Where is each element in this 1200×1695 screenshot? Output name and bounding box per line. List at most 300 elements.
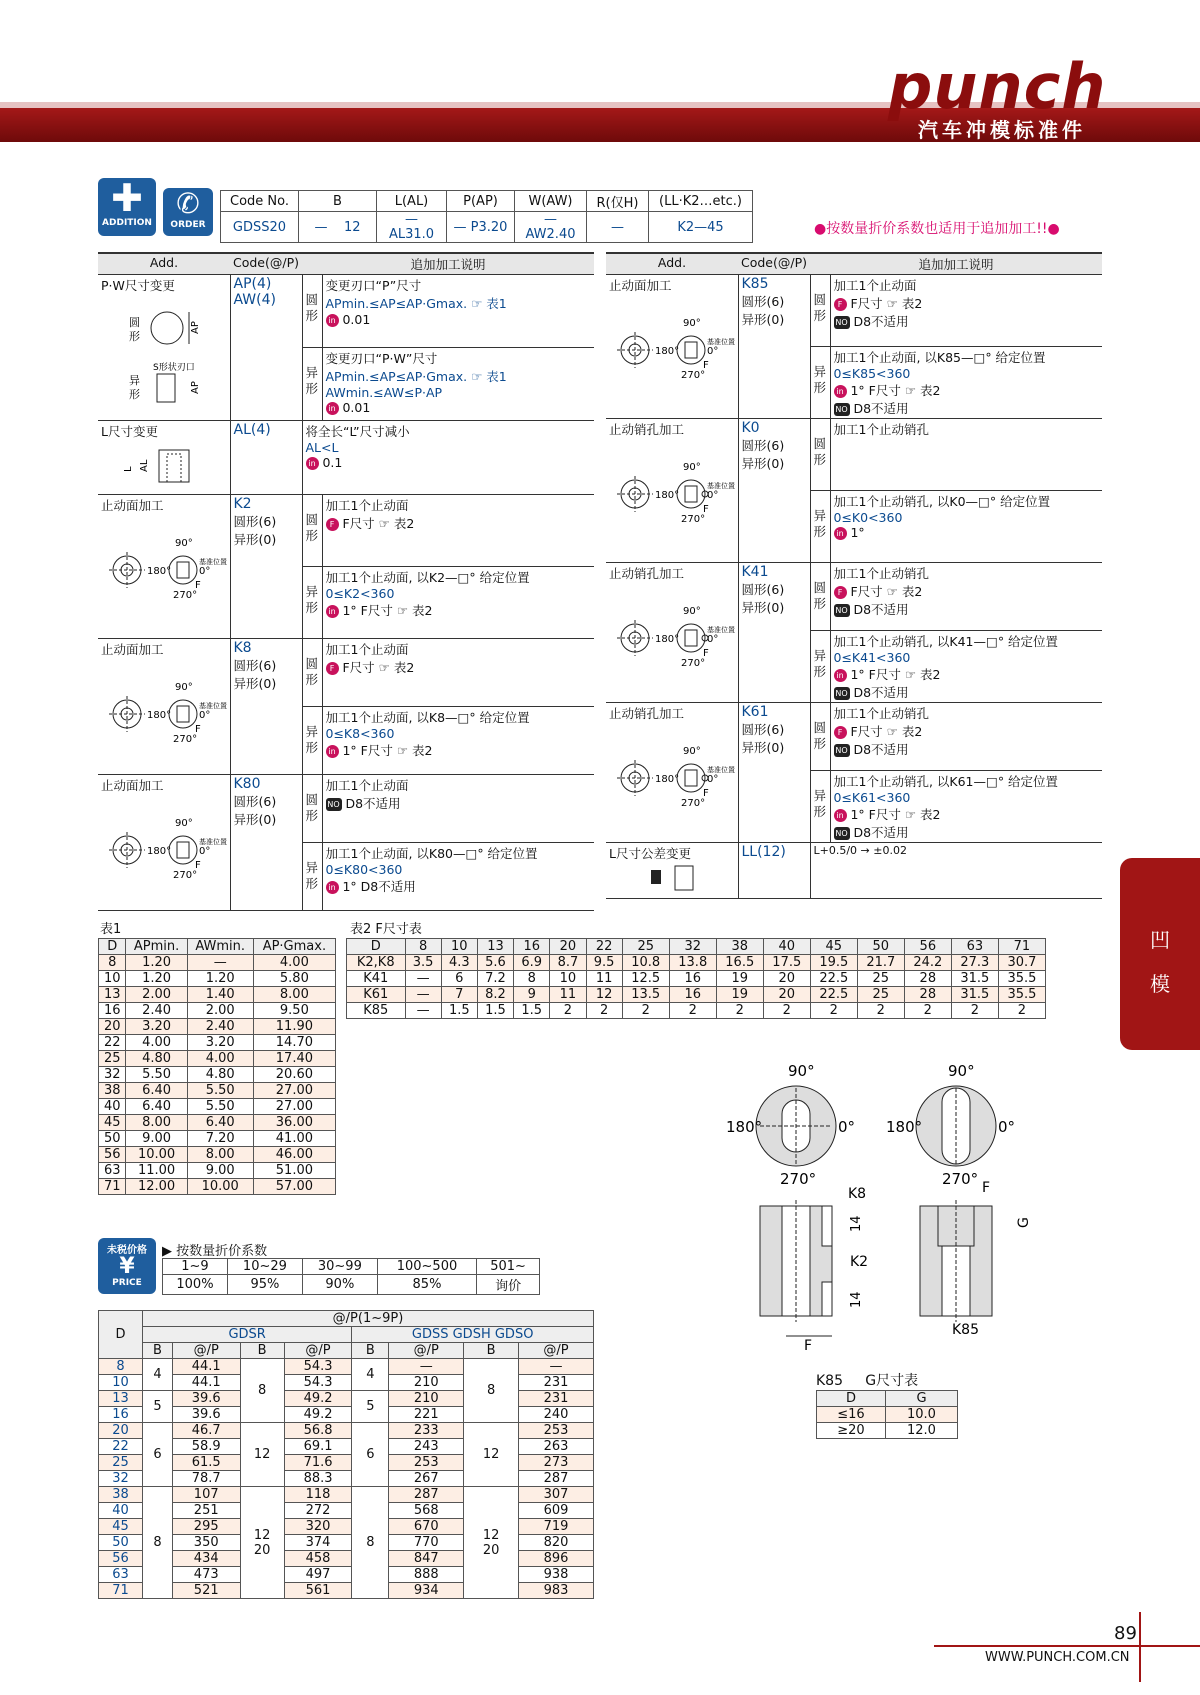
right-spec-table <box>606 252 1102 899</box>
table-row <box>99 1407 594 1423</box>
code-sub: 圆形(6) <box>741 438 785 453</box>
table1-cell: 27.00 <box>253 1099 335 1115</box>
table1-cell: 36.00 <box>253 1115 335 1131</box>
price-cell: 44.1 <box>172 1375 240 1391</box>
desc-line: 加工1个止动销孔, 以K41—□° 给定位置 <box>833 634 1059 649</box>
table-row <box>99 1099 336 1115</box>
qty-cell: 1~9 <box>163 1259 228 1275</box>
price-cell: 49.2 <box>284 1407 352 1423</box>
table2-cell: 21.7 <box>857 955 904 971</box>
shape-round: 圆 形 <box>302 275 322 348</box>
svg-text:14: 14 <box>849 1291 864 1308</box>
table2-cell: 25 <box>857 971 904 987</box>
table-row <box>99 1003 336 1019</box>
order-header: W(AW) <box>515 191 587 212</box>
svg-text:90°: 90° <box>683 318 701 329</box>
price-b-cell: 12 <box>240 1423 284 1487</box>
table2-cell: 2 <box>857 1003 904 1019</box>
in-icon: in <box>834 809 847 822</box>
svg-text:K85: K85 <box>952 1322 979 1338</box>
price-sub-header: B <box>352 1343 389 1359</box>
order-value-p: P3.20 <box>470 219 508 235</box>
table2-cell: 35.5 <box>998 987 1045 1003</box>
shape-round: 圆 形 <box>810 275 830 347</box>
svg-text:形: 形 <box>129 388 140 401</box>
svg-text:AL: AL <box>139 459 150 472</box>
price-cell: 231 <box>518 1375 593 1391</box>
svg-text:异: 异 <box>129 374 140 387</box>
table1-cell: 63 <box>99 1163 126 1179</box>
table1-cell: 1.20 <box>126 955 187 971</box>
price-cell: 231 <box>518 1391 593 1407</box>
table2-cell: 20 <box>763 987 810 1003</box>
table2-cell: 6.9 <box>514 955 550 971</box>
stop-diagram <box>609 438 737 526</box>
table1-cell: 13 <box>99 987 126 1003</box>
svg-text:0°: 0° <box>199 846 211 857</box>
table2-cell: 2 <box>669 1003 716 1019</box>
desc-line: 0≤K41<360 <box>833 650 911 665</box>
price-cell: 54.3 <box>284 1359 352 1375</box>
price-cell: 221 <box>389 1407 464 1423</box>
price-cell: 287 <box>389 1487 464 1503</box>
svg-text:180°: 180° <box>655 774 680 785</box>
table2-cell: 35.5 <box>998 971 1045 987</box>
table2-cell: 2 <box>586 1003 622 1019</box>
svg-text:F: F <box>703 360 709 371</box>
desc-line: NO D8不适用 <box>835 825 909 840</box>
k8-k2-section <box>760 1186 868 1354</box>
svg-text:90°: 90° <box>948 1062 975 1080</box>
desc-line: in 1° F尺寸 ☞ 表2 <box>834 805 1100 823</box>
order-value-k2: K2—45 <box>677 219 724 235</box>
table1-cell: 8.00 <box>126 1115 187 1131</box>
price-top-header: @/P(1~9P) <box>143 1311 594 1327</box>
table2-cell: 7.2 <box>477 971 513 987</box>
table1-header: D <box>99 939 126 955</box>
table2-cell: 16 <box>669 987 716 1003</box>
price-cell: 78.7 <box>172 1471 240 1487</box>
price-d-cell: 10 <box>99 1375 143 1391</box>
desc-line: F F尺寸 ☞ 表2 <box>326 514 592 532</box>
desc-line: 0≤K80<360 <box>325 862 403 877</box>
desc-line: NO D8不适用 <box>835 742 909 757</box>
rate-cell: 85% <box>377 1275 476 1295</box>
in-icon: in <box>834 527 847 540</box>
price-sub-header: B <box>240 1343 284 1359</box>
not-applicable-icon: NO <box>835 318 848 327</box>
not-applicable-icon: NO <box>835 606 848 615</box>
discount-title: ▶ 按数量折价系数 <box>162 1244 268 1259</box>
svg-text:F: F <box>804 1338 813 1354</box>
code-sub: 异形(0) <box>233 812 277 827</box>
in-icon: in <box>326 402 339 415</box>
svg-text:180°: 180° <box>147 710 172 721</box>
table1-title: 表1 <box>100 922 122 937</box>
price-cell: 107 <box>172 1487 240 1503</box>
shape-round: 圆 形 <box>302 495 322 567</box>
price-b-cell: 12 20 <box>464 1487 519 1599</box>
desc-line: 加工1个止动面, 以K8—□° 给定位置 <box>325 710 530 725</box>
table1-cell: 2.00 <box>126 987 187 1003</box>
table1-cell: 2.40 <box>126 1003 187 1019</box>
desc-round <box>322 495 594 567</box>
table2-cell: 22.5 <box>810 971 857 987</box>
code-sub: 圆形(6) <box>741 294 785 309</box>
svg-text:90°: 90° <box>683 746 701 757</box>
table2-header: 32 <box>669 939 716 955</box>
desc-line: in 1° F尺寸 ☞ 表2 <box>326 601 592 619</box>
svg-text:180°: 180° <box>655 346 680 357</box>
table1-cell: 45 <box>99 1115 126 1131</box>
ll-diagram <box>609 862 737 892</box>
row-code <box>738 843 810 899</box>
desc-line: 加工1个止动销孔 <box>833 422 929 437</box>
desc-line: APmin.≤AP≤AP·Gmax. ☞ 表1 <box>325 369 507 384</box>
table1-cell: 10.00 <box>126 1147 187 1163</box>
table2-cell: 9.5 <box>586 955 622 971</box>
row-title: L尺寸公差变更 <box>609 846 691 861</box>
svg-text:180°: 180° <box>147 846 172 857</box>
row-code: K85 圆形(6) 异形(0) <box>738 275 810 419</box>
table1-cell: 22 <box>99 1035 126 1051</box>
order-header: P(AP) <box>447 191 515 212</box>
table1-cell: 2.40 <box>187 1019 253 1035</box>
desc-line: 0.01 <box>342 400 371 415</box>
table2-header: 8 <box>405 939 441 955</box>
table-row <box>99 1439 594 1455</box>
table2-cell: 13.8 <box>669 955 716 971</box>
table-row <box>99 1067 336 1083</box>
table2-cell: 22.5 <box>810 987 857 1003</box>
table1-cell: 50 <box>99 1131 126 1147</box>
svg-text:180°: 180° <box>655 634 680 645</box>
desc-line: 加工1个止动面, 以K80—□° 给定位置 <box>325 846 538 861</box>
code-aw: AW(4) <box>233 292 276 308</box>
table1-cell: 4.80 <box>126 1051 187 1067</box>
shape-special: 异 形 <box>302 843 322 911</box>
qty-cell: 100~500 <box>377 1259 476 1275</box>
desc-line: 0.1 <box>322 455 343 470</box>
qty-cell: 30~99 <box>302 1259 377 1275</box>
table1-cell: 14.70 <box>253 1035 335 1051</box>
price-d-cell: 40 <box>99 1503 143 1519</box>
table1-cell: 10.00 <box>187 1179 253 1195</box>
order-value <box>447 212 515 243</box>
price-cell: 888 <box>389 1567 464 1583</box>
price-cell: 233 <box>389 1423 464 1439</box>
desc-special <box>322 348 594 421</box>
order-header: L(AL) <box>377 191 447 212</box>
table2-cell: 1.5 <box>441 1003 477 1019</box>
desc-line: 0≤K85<360 <box>833 366 911 381</box>
table1-cell: 16 <box>99 1003 126 1019</box>
table-row <box>99 1455 594 1471</box>
table1-cell: 6.40 <box>187 1115 253 1131</box>
table2-cell: 8.7 <box>550 955 586 971</box>
svg-text:G: G <box>1016 1217 1032 1228</box>
shape-round: 圆 形 <box>302 775 322 843</box>
svg-text:270°: 270° <box>173 734 198 745</box>
table1-cell: 5.50 <box>187 1083 253 1099</box>
table2-cell: 3.5 <box>405 955 441 971</box>
table2-header: 13 <box>477 939 513 955</box>
al-diagram <box>101 440 229 490</box>
footer-vline <box>1139 1612 1141 1682</box>
table1-cell: 1.20 <box>126 971 187 987</box>
table2-cell: 10.8 <box>622 955 669 971</box>
table-row <box>99 1147 336 1163</box>
price-cell: 56.8 <box>284 1423 352 1439</box>
price-cell: 938 <box>518 1567 593 1583</box>
price-cell: 253 <box>389 1455 464 1471</box>
table-row <box>99 1179 336 1195</box>
table1-cell: 56 <box>99 1147 126 1163</box>
shape-special: 异 形 <box>302 707 322 775</box>
table-row <box>817 1423 958 1439</box>
svg-text:F: F <box>982 1180 991 1196</box>
order-header: Code No. <box>221 191 299 212</box>
svg-text:圆: 圆 <box>129 316 140 329</box>
table1-cell: 10 <box>99 971 126 987</box>
discount-table <box>162 1258 540 1295</box>
gtable-cell: 10.0 <box>885 1407 957 1423</box>
footer-url: WWW.PUNCH.COM.CN <box>985 1650 1130 1665</box>
desc-line: in 1° F尺寸 ☞ 表2 <box>326 741 592 759</box>
table2-cell: 9 <box>514 987 550 1003</box>
rate-cell: 询价 <box>477 1275 540 1295</box>
table2-header: 10 <box>441 939 477 955</box>
price-sub-header: @/P <box>389 1343 464 1359</box>
price-cell: 251 <box>172 1503 240 1519</box>
svg-text:90°: 90° <box>788 1062 815 1080</box>
not-applicable-icon: NO <box>835 689 848 698</box>
plus-icon: ✚ <box>111 176 143 220</box>
table-row <box>99 1519 594 1535</box>
qty-cell: 10~29 <box>227 1259 302 1275</box>
brand-slogan: 汽车冲模标准件 <box>918 118 1086 142</box>
table2-cell: 28 <box>904 971 951 987</box>
table2-cell: 1.5 <box>514 1003 550 1019</box>
svg-text:270°: 270° <box>173 590 198 601</box>
gtable-cell: ≤16 <box>817 1407 886 1423</box>
table2-cell: K41 <box>347 971 406 987</box>
price-cell: 934 <box>389 1583 464 1599</box>
table1-cell: 4.80 <box>187 1067 253 1083</box>
right-view <box>886 1062 1015 1188</box>
price-b-cell: 8 <box>143 1487 173 1599</box>
table1-cell: 11.00 <box>126 1163 187 1179</box>
price-d-cell: 45 <box>99 1519 143 1535</box>
price-cell: 210 <box>389 1391 464 1407</box>
shape-round: 圆 形 <box>810 563 830 631</box>
table2-cell: 31.5 <box>951 971 998 987</box>
price-cell: 46.7 <box>172 1423 240 1439</box>
brand-logo: punch <box>888 50 1107 123</box>
table2-cell: K2,K8 <box>347 955 406 971</box>
row-title: P·W尺寸变更 <box>101 278 175 293</box>
desc-line: in 1° D8不适用 <box>326 877 592 895</box>
stop-face-diagram <box>720 1060 1040 1360</box>
order-value <box>299 212 377 243</box>
table1-cell: 17.40 <box>253 1051 335 1067</box>
desc-special <box>830 771 1102 843</box>
desc-line: AWmin.≤AW≤P·AP <box>325 385 443 400</box>
stop-diagram <box>101 658 229 746</box>
code-sub: 异形(0) <box>233 532 277 547</box>
row-name <box>606 703 738 843</box>
table2-cell: 2 <box>622 1003 669 1019</box>
shape-special: 异 形 <box>810 347 830 419</box>
table2 <box>346 938 1046 1019</box>
table1-header: AP·Gmax. <box>253 939 335 955</box>
stop-diagram <box>609 294 737 382</box>
yen-icon: ¥ <box>119 1254 135 1279</box>
table-row <box>99 1019 336 1035</box>
code-sub: 圆形(6) <box>233 658 277 673</box>
table1-cell: 11.90 <box>253 1019 335 1035</box>
svg-text:90°: 90° <box>683 606 701 617</box>
row-name <box>98 495 230 639</box>
table1-cell: 4.00 <box>126 1035 187 1051</box>
price-cell: 609 <box>518 1503 593 1519</box>
desc-line: in 1° F尺寸 ☞ 表2 <box>834 381 1100 399</box>
gtable-title2: G尺寸表 <box>865 1373 919 1389</box>
desc-line: AL<L <box>305 440 339 455</box>
desc-line: NO D8不适用 <box>835 401 909 416</box>
price-cell: 58.9 <box>172 1439 240 1455</box>
price-sub-header: @/P <box>518 1343 593 1359</box>
row-title: 止动销孔加工 <box>609 706 685 721</box>
table2-header: 20 <box>550 939 586 955</box>
table1-cell: 9.00 <box>126 1131 187 1147</box>
table-row <box>99 1487 594 1503</box>
table1-cell: 5.50 <box>187 1099 253 1115</box>
desc-round <box>830 703 1102 771</box>
price-cell: 770 <box>389 1535 464 1551</box>
table-row <box>99 1503 594 1519</box>
row-code: K61 圆形(6) 异形(0) <box>738 703 810 843</box>
svg-text:L: L <box>123 466 134 472</box>
price-cell: 521 <box>172 1583 240 1599</box>
addition-label: ADDITION <box>102 218 152 228</box>
order-value <box>515 212 587 243</box>
table2-header: 40 <box>763 939 810 955</box>
price-cell: 473 <box>172 1567 240 1583</box>
row-title: 止动销孔加工 <box>609 566 685 581</box>
desc-round <box>322 275 594 348</box>
table2-cell: 12 <box>586 987 622 1003</box>
table2-cell: 2 <box>763 1003 810 1019</box>
col-code: Code(@/P) <box>738 253 810 275</box>
order-header: (LL·K2…etc.) <box>649 191 753 212</box>
table-row <box>99 1583 594 1599</box>
order-example-table <box>220 190 753 243</box>
gtable-header: D <box>817 1391 886 1407</box>
svg-text:0°: 0° <box>707 490 719 501</box>
price-d-cell: 20 <box>99 1423 143 1439</box>
table2-cell: 4.3 <box>441 955 477 971</box>
order-value <box>377 212 447 243</box>
svg-text:AP: AP <box>190 321 201 334</box>
row-name <box>606 419 738 563</box>
svg-text:K8: K8 <box>848 1186 867 1202</box>
desc-line: 0.01 <box>342 312 371 327</box>
table1-cell: 51.00 <box>253 1163 335 1179</box>
row-code: K80 圆形(6) 异形(0) <box>230 775 302 911</box>
price-cell: 983 <box>518 1583 593 1599</box>
table1-cell: 71 <box>99 1179 126 1195</box>
desc-round <box>830 275 1102 347</box>
table2-cell: 8.2 <box>477 987 513 1003</box>
rate-cell: 100% <box>163 1275 228 1295</box>
qty-cell: 501~ <box>477 1259 540 1275</box>
desc-special <box>322 567 594 639</box>
desc-line: 加工1个止动销孔 <box>833 706 929 721</box>
shape-round: 圆 形 <box>810 703 830 771</box>
desc-line: in 1° <box>834 525 1100 540</box>
code-sub: 异形(0) <box>233 676 277 691</box>
table2-header: 56 <box>904 939 951 955</box>
table1-cell: 6.40 <box>126 1099 187 1115</box>
desc-ll <box>810 843 1102 899</box>
table2-header: 25 <box>622 939 669 955</box>
price-cell: — <box>518 1359 593 1375</box>
price-d-cell: 25 <box>99 1455 143 1471</box>
table2-cell: 12.5 <box>622 971 669 987</box>
price-cell: 307 <box>518 1487 593 1503</box>
row-code: K2 圆形(6) 异形(0) <box>230 495 302 639</box>
table1-cell: 20.60 <box>253 1067 335 1083</box>
table1-cell: 41.00 <box>253 1131 335 1147</box>
row-code <box>230 421 302 495</box>
order-header: B <box>299 191 377 212</box>
price-d-cell: 38 <box>99 1487 143 1503</box>
table-row <box>99 1163 336 1179</box>
row-name <box>606 275 738 419</box>
price-cell: 272 <box>284 1503 352 1519</box>
f-size-icon: F <box>326 662 339 675</box>
table1-header: AWmin. <box>187 939 253 955</box>
desc-line: F F尺寸 ☞ 表2 <box>834 294 1100 312</box>
col-add: Add. <box>606 253 738 275</box>
svg-text:AP: AP <box>190 381 201 394</box>
table2-cell: 25 <box>857 987 904 1003</box>
code-sub: 圆形(6) <box>741 582 785 597</box>
table2-header: 50 <box>857 939 904 955</box>
table1-cell: 8 <box>99 955 126 971</box>
desc-line: APmin.≤AP≤AP·Gmax. ☞ 表1 <box>325 296 507 311</box>
desc-line: 加工1个止动销孔, 以K61—□° 给定位置 <box>833 774 1059 789</box>
table1-cell: 3.20 <box>126 1019 187 1035</box>
price-d-cell: 50 <box>99 1535 143 1551</box>
price-cell: 69.1 <box>284 1439 352 1455</box>
svg-text:180°: 180° <box>655 490 680 501</box>
price-cell: 49.2 <box>284 1391 352 1407</box>
svg-text:180°: 180° <box>147 566 172 577</box>
order-value-aw: AW2.40 <box>525 227 576 242</box>
desc-al <box>302 421 594 495</box>
in-icon: in <box>326 745 339 758</box>
desc-line: NO D8不适用 <box>327 796 401 811</box>
table2-cell: — <box>405 1003 441 1019</box>
row-title: 止动面加工 <box>101 498 164 513</box>
svg-text:基准位置: 基准位置 <box>199 558 227 566</box>
table-row <box>99 1567 594 1583</box>
table1-cell: 9.50 <box>253 1003 335 1019</box>
code-ap: AP(4) <box>233 276 272 292</box>
svg-text:F: F <box>703 788 709 799</box>
